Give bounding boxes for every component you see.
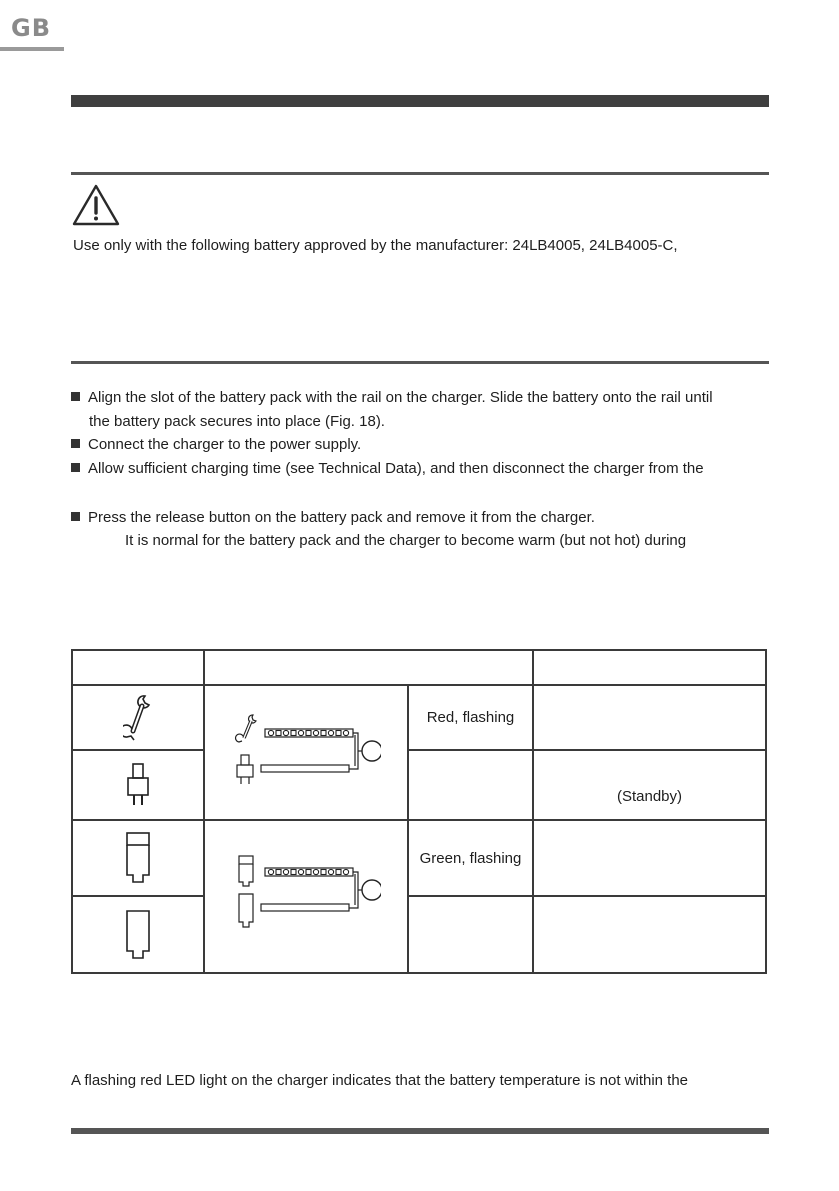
instruction-item	[71, 436, 361, 454]
table-header-cell	[533, 650, 766, 685]
table-row	[72, 896, 766, 973]
led-status-table	[71, 649, 767, 974]
instruction-item	[71, 460, 704, 478]
bullet-icon	[71, 512, 80, 521]
warning-triangle-icon	[71, 183, 121, 232]
instruction-text: Connect the charger to the power supply.	[88, 436, 362, 453]
warning-text: Use only with the following battery approved by the manufacturer: 24LB4005, 24LB4005-C,	[73, 237, 678, 254]
instruction-item	[71, 389, 713, 407]
led-state-label: Red, flashing	[426, 709, 515, 726]
battery-empty-icon	[73, 907, 203, 963]
note-text: It is normal for the battery pack and the charger to become warm (but not hot) during	[125, 532, 687, 549]
table-cell	[72, 685, 204, 750]
meaning-label: (Standby)	[616, 788, 683, 805]
section-divider	[71, 172, 769, 175]
table-row	[72, 685, 766, 750]
led-state-cell	[408, 685, 533, 750]
instruction-text: Press the release button on the battery pack and remove it from the charger.	[88, 509, 595, 526]
section-divider	[71, 361, 769, 364]
section-header-bar	[71, 95, 769, 107]
wrench-icon	[73, 693, 203, 743]
footer-bar	[71, 1128, 769, 1134]
instruction-continuation: the battery pack secures into place (Fig. 18).	[89, 413, 385, 430]
led-state-cell	[408, 750, 533, 820]
meaning-cell	[533, 685, 766, 750]
meaning-cell	[533, 896, 766, 973]
meaning-cell	[533, 750, 766, 820]
led-state-cell	[408, 896, 533, 973]
language-tag: GB	[11, 14, 51, 42]
battery-charging-icon	[73, 830, 203, 886]
instruction-text: Allow sufficient charging time (see Technical Data), and then disconnect the charger from the	[88, 460, 704, 477]
footer-text: A flashing red LED light on the charger indicates that the battery temperature is not within the	[71, 1072, 689, 1089]
language-underline	[0, 47, 64, 51]
bullet-icon	[71, 463, 80, 472]
charger-led-diagram	[231, 850, 381, 940]
table-cell	[72, 820, 204, 896]
bullet-icon	[71, 392, 80, 401]
meaning-cell	[533, 820, 766, 896]
led-state-cell	[408, 820, 533, 896]
table-row	[72, 750, 766, 820]
led-diagram-cell	[204, 685, 408, 820]
plug-icon	[73, 761, 203, 809]
bullet-icon	[71, 439, 80, 448]
table-row	[72, 820, 766, 896]
table-cell	[72, 896, 204, 973]
charger-led-diagram	[231, 711, 381, 791]
led-state-label: Green, flashing	[419, 849, 522, 867]
instruction-text: Align the slot of the battery pack with the rail on the charger. Slide the battery onto the rail until	[88, 389, 713, 406]
table-header-cell	[204, 650, 533, 685]
table-cell	[72, 750, 204, 820]
table-header-row	[72, 650, 766, 685]
led-diagram-cell	[204, 820, 408, 973]
instruction-item	[71, 509, 595, 527]
table-header-cell	[72, 650, 204, 685]
